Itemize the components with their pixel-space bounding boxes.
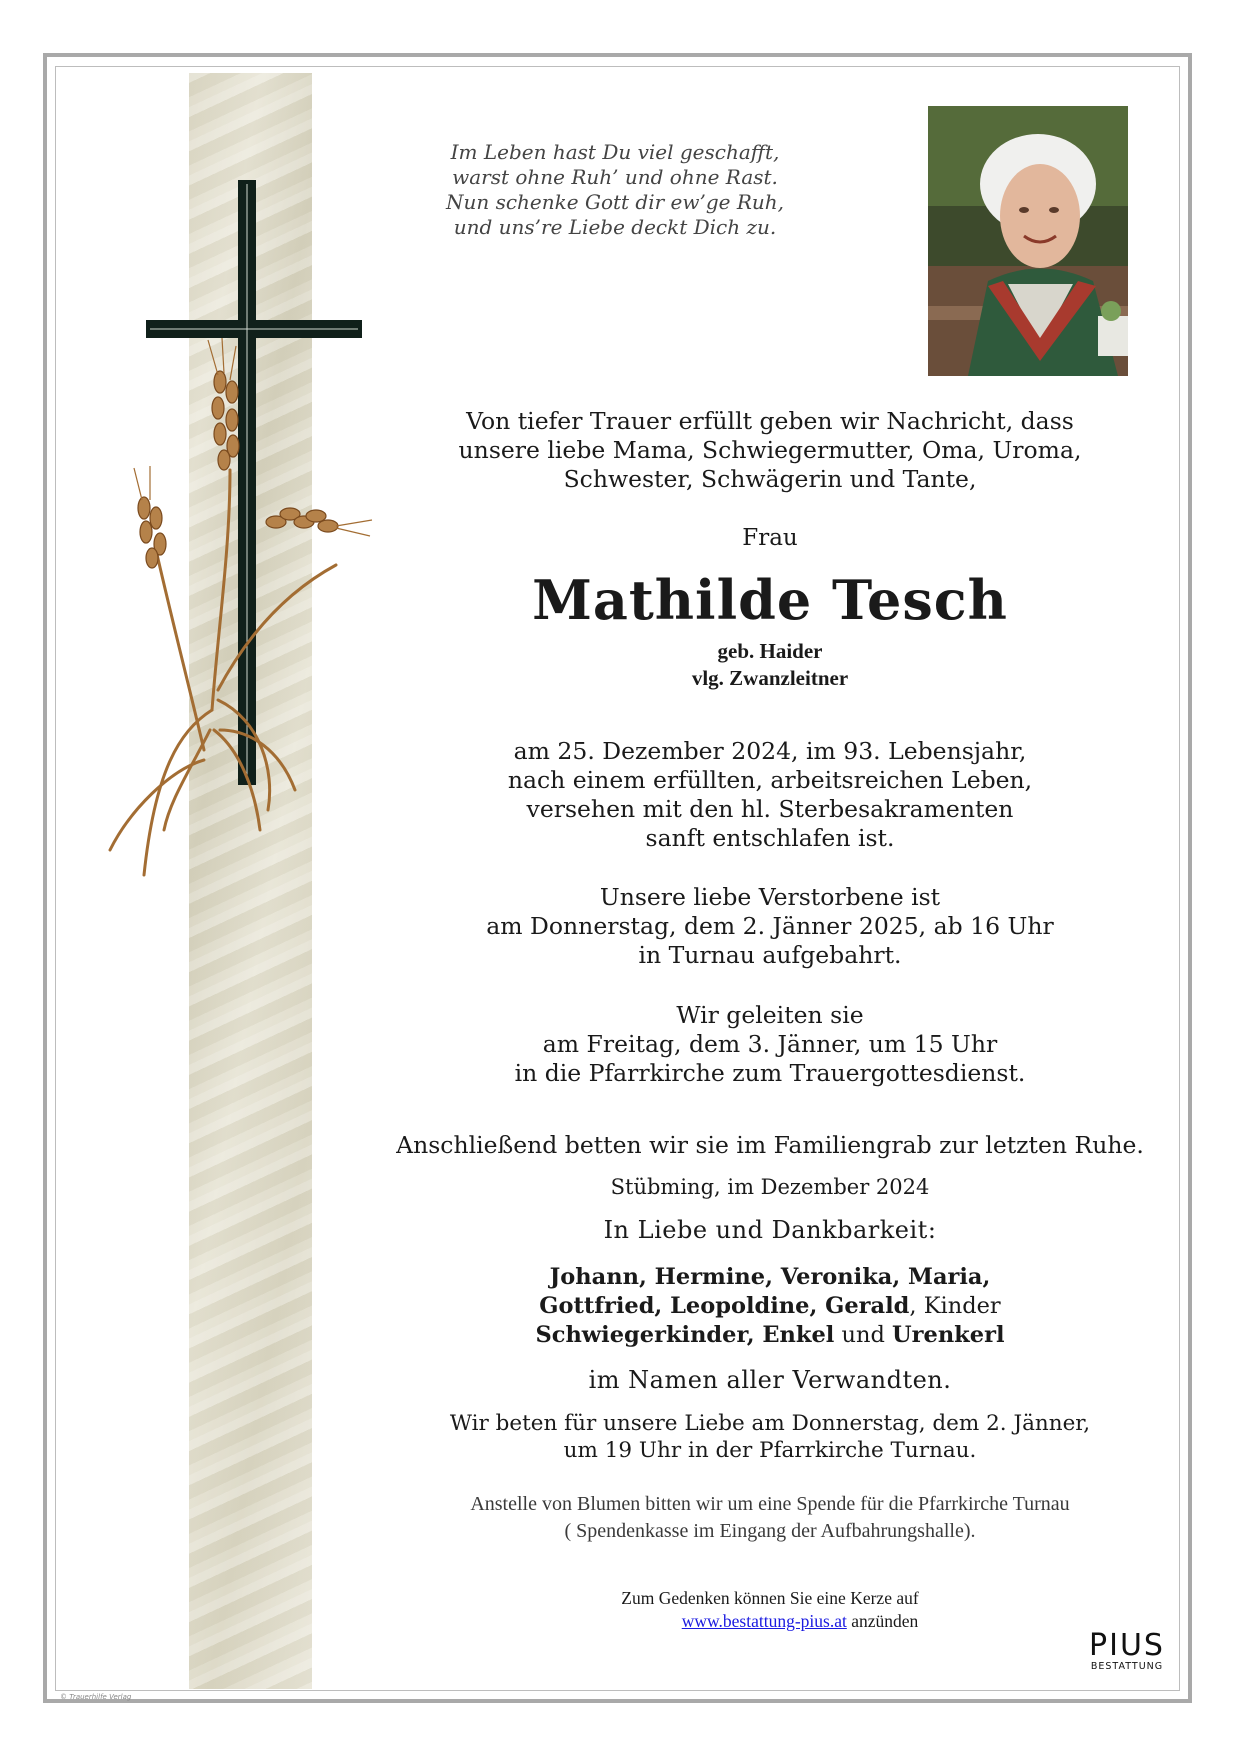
closing-line: In Liebe und Dankbarkeit: (603, 1216, 937, 1244)
family-line (370, 1263, 1170, 1292)
children-names: Gottfried, Leopoldine, Gerald (539, 1293, 910, 1319)
viewing-line: am Donnerstag, dem 2. Jänner 2025, ab 16 Uhr (486, 912, 1054, 940)
relatives-line: im Namen aller Verwandten. (588, 1366, 952, 1394)
candle-line: Zum Gedenken können Sie eine Kerze auf (621, 1588, 919, 1608)
image-credit: © Trauerhilfe Verlag (60, 1693, 132, 1701)
candle-notice (370, 1587, 1170, 1633)
death-line: sanft entschlafen ist. (645, 824, 895, 852)
funeral-line: Wir geleiten sie (676, 1001, 864, 1029)
deceased-name: Mathilde Tesch (532, 568, 1008, 632)
prayer-notice (370, 1410, 1170, 1464)
birth-name: geb. Haider (717, 639, 823, 663)
donation-line: ( Spendenkasse im Eingang der Aufbahrungshalle). (564, 1520, 976, 1542)
great-grandchildren: Urenkerl (892, 1322, 1005, 1348)
children-names: Johann, Hermine, Veronika, Maria, (549, 1264, 991, 1290)
portrait-photo (928, 106, 1128, 376)
prayer-line: Wir beten für unsere Liebe am Donnerstag, dem 2. Jänner, (449, 1411, 1091, 1436)
cross-and-wheat-illustration (100, 170, 380, 890)
children-label: , Kinder (909, 1293, 1001, 1319)
cross-icon (146, 180, 362, 785)
death-line: am 25. Dezember 2024, im 93. Lebensjahr, (513, 737, 1027, 765)
viewing-line: in Turnau aufgebahrt. (638, 941, 902, 969)
intro-line: Schwester, Schwägerin und Tante, (563, 465, 977, 493)
death-line: nach einem erfüllten, arbeitsreichen Leben, (507, 766, 1033, 794)
family-line (370, 1321, 1170, 1350)
funeral-notice (370, 1001, 1170, 1088)
family-line (370, 1292, 1170, 1321)
conjunction: und (834, 1322, 893, 1348)
prayer-line: um 19 Uhr in der Pfarrkirche Turnau. (563, 1438, 977, 1463)
death-line: versehen mit den hl. Sterbesakramenten (526, 795, 1014, 823)
burial-notice: Anschließend betten wir sie im Familiengrab zur letzten Ruhe. (396, 1131, 1144, 1159)
poem (400, 140, 830, 240)
poem-line: Nun schenke Gott dir ew’ge Ruh, (445, 190, 785, 214)
death-notice (370, 737, 1170, 853)
poem-line: Im Leben hast Du viel geschafft, (450, 140, 780, 164)
donation-notice (370, 1491, 1170, 1545)
viewing-line: Unsere liebe Verstorbene ist (599, 883, 941, 911)
candle-suffix: anzünden (846, 1611, 919, 1631)
donation-line: Anstelle von Blumen bitten wir um eine Spende für die Pfarrkirche Turnau (470, 1493, 1070, 1515)
memorial-website-link[interactable]: www.bestattung-pius.at (681, 1611, 847, 1631)
viewing-notice (370, 883, 1170, 970)
logo-sub-text: BESTATTUNG (1090, 1661, 1164, 1672)
family-list (370, 1263, 1170, 1350)
funeral-line: in die Pfarrkirche zum Trauergottesdienst. (514, 1059, 1026, 1087)
intro-line: Von tiefer Trauer erfüllt geben wir Nachricht, dass (466, 407, 1074, 435)
funeral-line: am Freitag, dem 3. Jänner, um 15 Uhr (542, 1030, 998, 1058)
salutation: Frau (742, 525, 798, 551)
pius-logo (1082, 1628, 1172, 1672)
place-date: Stübming, im Dezember 2024 (610, 1175, 930, 1199)
candle-line (370, 1610, 1170, 1633)
intro-line: unsere liebe Mama, Schwiegermutter, Oma, Uroma, (458, 436, 1082, 464)
intro-text (370, 407, 1170, 494)
poem-line: und uns’re Liebe deckt Dich zu. (453, 215, 777, 239)
relatives-names: Schwiegerkinder, Enkel (535, 1322, 835, 1348)
vulgo-name: vlg. Zwanzleitner (691, 666, 849, 690)
logo-main-text: PIUS (1089, 1628, 1165, 1663)
deceased-details (370, 638, 1170, 692)
poem-line: warst ohne Ruh’ und ohne Rast. (452, 165, 778, 189)
